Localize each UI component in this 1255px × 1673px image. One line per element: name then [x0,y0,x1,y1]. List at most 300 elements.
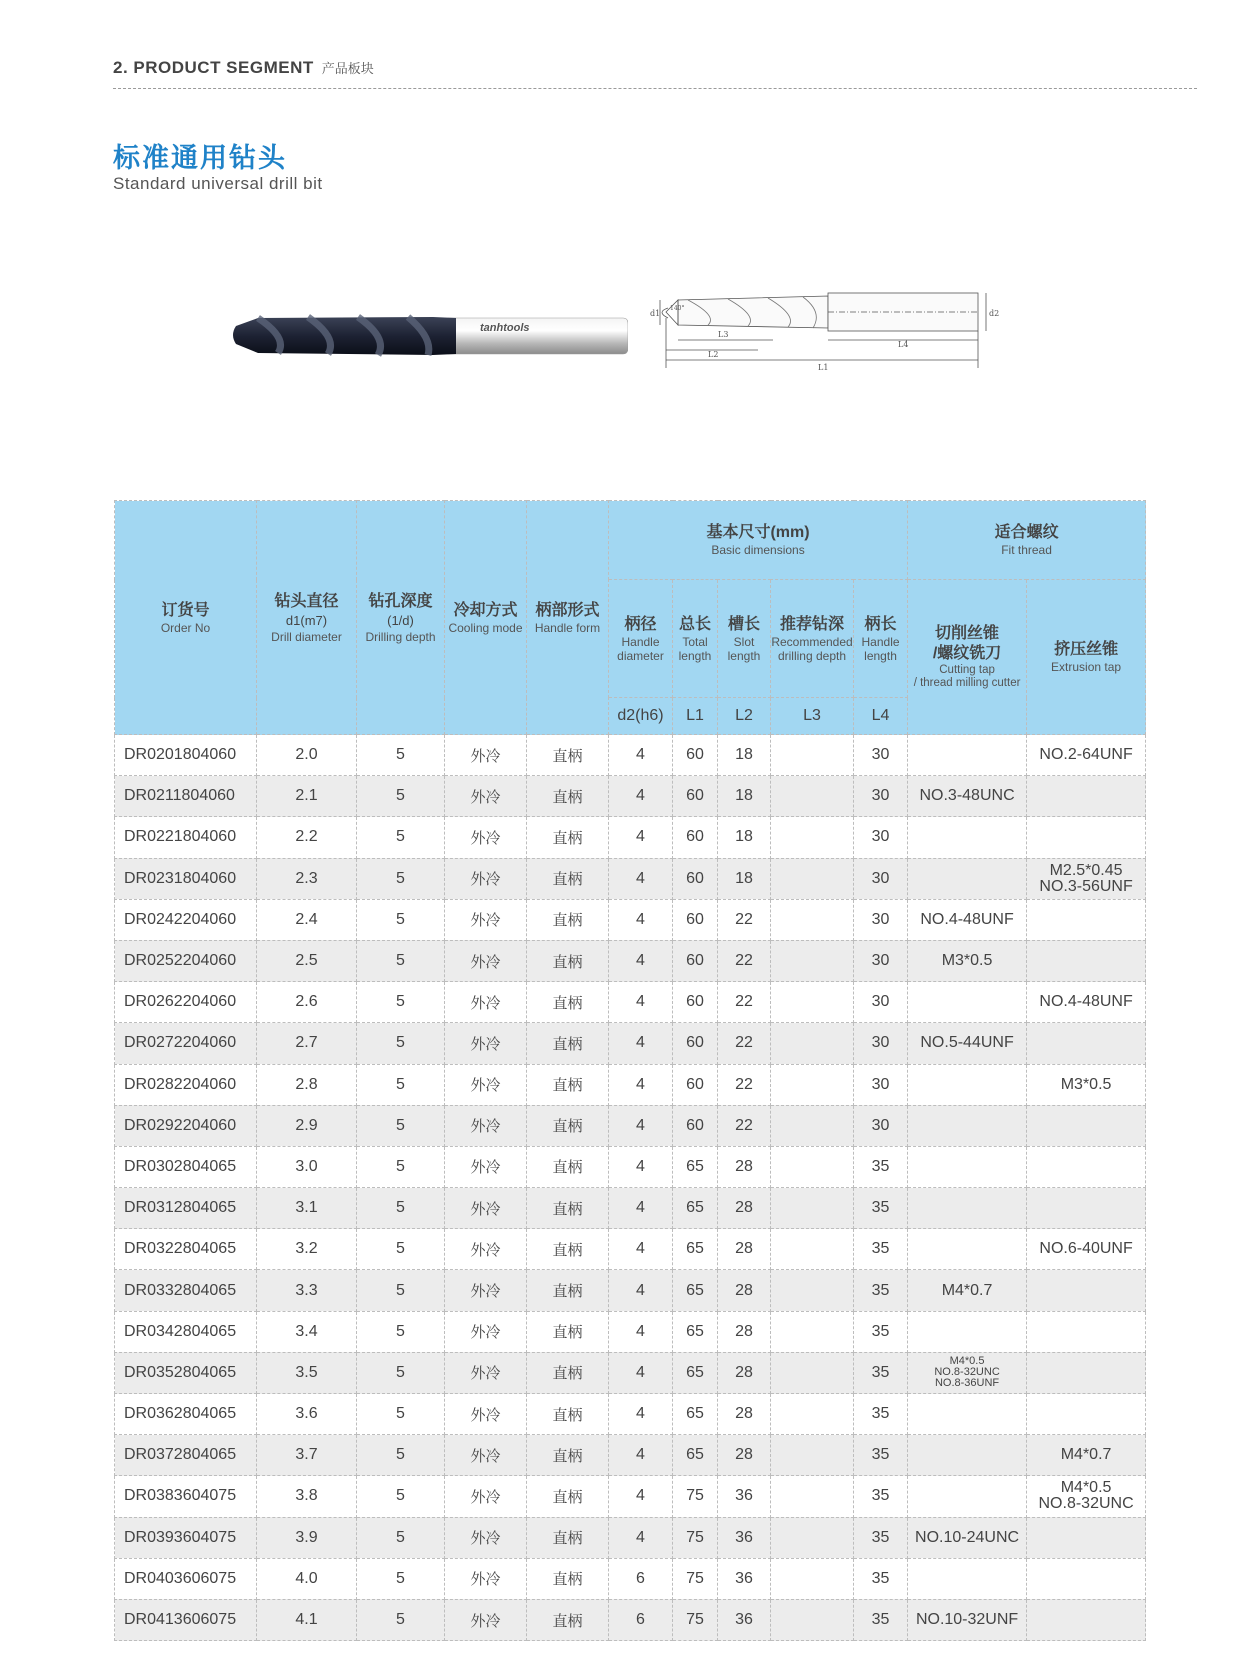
handle-form-cell: 直柄 [527,735,609,776]
handle-dia-cell: 4 [609,1476,673,1517]
segment-label: 2. PRODUCT SEGMENT [113,58,314,77]
handle-form-cell: 直柄 [527,1146,609,1187]
thread-spec: NO.4-48UNF [1039,993,1133,1011]
diameter-cell: 3.8 [257,1476,357,1517]
thread-spec: M3*0.5 [941,952,993,970]
thread-spec: NO.10-24UNC [915,1528,1020,1546]
total-len-cell: 65 [673,1435,718,1476]
handle-len-cell: 35 [854,1435,908,1476]
handle-len-cell: 30 [854,776,908,817]
header-handle-len: 柄长 Handle length [854,580,908,698]
page-title: 标准通用钻头 [113,143,287,173]
diameter-cell: 2.9 [257,1105,357,1146]
cutting-tap-cell [908,940,1027,981]
depth-cell: 5 [357,1599,445,1640]
table-row [115,1599,1146,1640]
table-row [115,1352,1146,1393]
handle-dia-cell: 4 [609,776,673,817]
slot-len-cell: 36 [718,1599,771,1640]
handle-len-cell: 30 [854,899,908,940]
header-sym-l4: L4 [854,698,908,735]
table-row [115,1270,1146,1311]
extrusion-tap-cell [1027,1146,1146,1187]
cutting-tap-cell [908,1023,1027,1064]
table-row [115,1023,1146,1064]
header-diameter: 钻头直径 d1(m7) Drill diameter [257,501,357,735]
rec-depth-cell [771,1146,854,1187]
thread-spec: NO.4-48UNF [920,910,1014,928]
handle-dia-cell: 4 [609,1146,673,1187]
rec-depth-cell [771,1394,854,1435]
extrusion-tap-cell [1027,1476,1146,1517]
diameter-cell: 3.0 [257,1146,357,1187]
depth-cell: 5 [357,1229,445,1270]
handle-form-cell: 直柄 [527,1270,609,1311]
extrusion-tap-cell [1027,1435,1146,1476]
handle-dia-cell: 4 [609,735,673,776]
total-len-cell: 65 [673,1188,718,1229]
table-row [115,982,1146,1023]
slot-len-cell: 28 [718,1394,771,1435]
depth-cell: 5 [357,1105,445,1146]
table-row [115,899,1146,940]
total-len-cell: 60 [673,735,718,776]
slot-len-cell: 28 [718,1435,771,1476]
drawing-label-l2: L2 [708,350,719,359]
order-no-cell: DR0312804065 [115,1188,257,1229]
handle-len-cell: 30 [854,1023,908,1064]
header-cooling: 冷却方式 Cooling mode [445,501,527,735]
diameter-cell: 2.3 [257,858,357,899]
extrusion-tap-cell [1027,1023,1146,1064]
total-len-cell: 60 [673,1105,718,1146]
thread-spec: NO.10-32UNF [915,1611,1019,1629]
header-rec-depth: 推荐钻深 Recommended drilling depth [771,580,854,698]
slot-len-cell: 22 [718,940,771,981]
handle-dia-cell: 4 [609,982,673,1023]
diameter-cell: 4.0 [257,1558,357,1599]
order-no-cell: DR0282204060 [115,1064,257,1105]
total-len-cell: 60 [673,817,718,858]
handle-len-cell: 30 [854,940,908,981]
handle-len-cell: 30 [854,817,908,858]
handle-dia-cell: 4 [609,1188,673,1229]
slot-len-cell: 28 [718,1311,771,1352]
rec-depth-cell [771,735,854,776]
extrusion-tap-cell [1027,1188,1146,1229]
handle-form-cell: 直柄 [527,817,609,858]
diameter-cell: 2.8 [257,1064,357,1105]
order-no-cell: DR0262204060 [115,982,257,1023]
total-len-cell: 60 [673,1023,718,1064]
cooling-cell: 外冷 [445,776,527,817]
segment-divider [113,88,1197,89]
cooling-cell: 外冷 [445,982,527,1023]
table-row [115,1558,1146,1599]
handle-dia-cell: 4 [609,817,673,858]
extrusion-tap-cell [1027,735,1146,776]
handle-form-cell: 直柄 [527,1064,609,1105]
header-order: 订货号 Order No [115,501,257,735]
diameter-cell: 2.2 [257,817,357,858]
handle-len-cell: 35 [854,1352,908,1393]
rec-depth-cell [771,1435,854,1476]
order-no-cell: DR0211804060 [115,776,257,817]
depth-cell: 5 [357,817,445,858]
cutting-tap-cell [908,1558,1027,1599]
header-slot-len: 槽长 Slot length [718,580,771,698]
total-len-cell: 65 [673,1229,718,1270]
handle-dia-cell: 4 [609,1229,673,1270]
cooling-cell: 外冷 [445,1229,527,1270]
extrusion-tap-cell [1027,1064,1146,1105]
cutting-tap-cell [908,1599,1027,1640]
thread-spec: NO.5-44UNF [920,1034,1014,1052]
table-row [115,1064,1146,1105]
order-no-cell: DR0362804065 [115,1394,257,1435]
diameter-cell: 4.1 [257,1599,357,1640]
cutting-tap-cell [908,735,1027,776]
rec-depth-cell [771,1476,854,1517]
slot-len-cell: 36 [718,1558,771,1599]
depth-cell: 5 [357,982,445,1023]
order-no-cell: DR0332804065 [115,1270,257,1311]
rec-depth-cell [771,899,854,940]
diameter-cell: 3.9 [257,1517,357,1558]
order-no-cell: DR0413606075 [115,1599,257,1640]
diameter-cell: 3.5 [257,1352,357,1393]
handle-form-cell: 直柄 [527,858,609,899]
header-group-basic: 基本尺寸(mm) Basic dimensions [609,501,908,580]
spec-table-body [115,735,1146,1641]
table-row [115,1517,1146,1558]
depth-cell: 5 [357,735,445,776]
handle-dia-cell: 4 [609,1352,673,1393]
total-len-cell: 75 [673,1476,718,1517]
cutting-tap-cell [908,1476,1027,1517]
cooling-cell: 外冷 [445,1352,527,1393]
depth-cell: 5 [357,1476,445,1517]
extrusion-tap-cell [1027,1599,1146,1640]
cooling-cell: 外冷 [445,1188,527,1229]
cutting-tap-cell [908,1311,1027,1352]
drill-shank [448,318,628,354]
header-handle-form: 柄部形式 Handle form [527,501,609,735]
thread-spec: M4*0.7 [941,1281,993,1299]
cooling-cell: 外冷 [445,735,527,776]
header-extrusion-tap: 挤压丝锥 Extrusion tap [1027,580,1146,735]
drawing-label-d1: d1 [650,309,661,318]
total-len-cell: 75 [673,1558,718,1599]
extrusion-tap-cell [1027,1229,1146,1270]
cutting-tap-cell [908,776,1027,817]
table-row [115,1476,1146,1517]
cooling-cell: 外冷 [445,858,527,899]
order-no-cell: DR0302804065 [115,1146,257,1187]
cutting-tap-cell [908,899,1027,940]
depth-cell: 5 [357,1270,445,1311]
extrusion-tap-cell [1027,899,1146,940]
diameter-cell: 3.7 [257,1435,357,1476]
slot-len-cell: 18 [718,776,771,817]
handle-form-cell: 直柄 [527,940,609,981]
depth-cell: 5 [357,1146,445,1187]
handle-dia-cell: 4 [609,858,673,899]
depth-cell: 5 [357,1558,445,1599]
rec-depth-cell [771,1188,854,1229]
drill-drawing [648,288,1003,383]
slot-len-cell: 28 [718,1188,771,1229]
header-sym-l2: L2 [718,698,771,735]
cooling-cell: 外冷 [445,1146,527,1187]
rec-depth-cell [771,1599,854,1640]
header-sym-l3: L3 [771,698,854,735]
cutting-tap-cell [908,1394,1027,1435]
page-subtitle: Standard universal drill bit [113,174,323,193]
handle-len-cell: 30 [854,982,908,1023]
cooling-cell: 外冷 [445,1270,527,1311]
handle-len-cell: 35 [854,1270,908,1311]
table-row [115,1229,1146,1270]
slot-len-cell: 22 [718,1023,771,1064]
slot-len-cell: 22 [718,899,771,940]
order-no-cell: DR0372804065 [115,1435,257,1476]
rec-depth-cell [771,1270,854,1311]
diameter-cell: 2.7 [257,1023,357,1064]
handle-dia-cell: 4 [609,1517,673,1558]
cutting-tap-cell [908,1229,1027,1270]
table-row [115,1146,1146,1187]
cooling-cell: 外冷 [445,1064,527,1105]
brand-mark: tanhtools [480,322,530,334]
cooling-cell: 外冷 [445,1311,527,1352]
handle-len-cell: 30 [854,1105,908,1146]
diameter-cell: 2.0 [257,735,357,776]
table-row [115,817,1146,858]
depth-cell: 5 [357,1064,445,1105]
total-len-cell: 65 [673,1352,718,1393]
thread-spec: NO.8-32UNC [1038,1495,1134,1513]
cutting-tap-cell [908,1270,1027,1311]
handle-form-cell: 直柄 [527,1229,609,1270]
rec-depth-cell [771,1352,854,1393]
slot-len-cell: 36 [718,1476,771,1517]
thread-spec: NO.3-56UNF [1039,877,1133,895]
handle-form-cell: 直柄 [527,1105,609,1146]
rec-depth-cell [771,982,854,1023]
total-len-cell: 65 [673,1311,718,1352]
extrusion-tap-cell [1027,1105,1146,1146]
extrusion-tap-cell [1027,1311,1146,1352]
diameter-cell: 2.4 [257,899,357,940]
handle-len-cell: 30 [854,858,908,899]
order-no-cell: DR0201804060 [115,735,257,776]
rec-depth-cell [771,1229,854,1270]
thread-spec: NO.8-32UNC [934,1366,1000,1379]
cutting-tap-cell [908,1188,1027,1229]
total-len-cell: 75 [673,1517,718,1558]
drawing-label-l3: L3 [718,330,729,339]
extrusion-tap-cell [1027,1517,1146,1558]
handle-dia-cell: 4 [609,940,673,981]
extrusion-tap-cell [1027,817,1146,858]
cutting-tap-cell [908,1435,1027,1476]
table-row [115,735,1146,776]
total-len-cell: 60 [673,940,718,981]
extrusion-tap-cell [1027,776,1146,817]
segment-label-cn: 产品板块 [321,61,374,76]
depth-cell: 5 [357,858,445,899]
total-len-cell: 65 [673,1146,718,1187]
handle-len-cell: 35 [854,1558,908,1599]
thread-spec: NO.6-40UNF [1039,1240,1133,1258]
handle-len-cell: 30 [854,735,908,776]
cooling-cell: 外冷 [445,1105,527,1146]
header-group-thread: 适合螺纹 Fit thread [908,501,1146,580]
thread-spec: M2.5*0.45 [1049,861,1123,879]
slot-len-cell: 28 [718,1352,771,1393]
slot-len-cell: 18 [718,858,771,899]
rec-depth-cell [771,1558,854,1599]
rec-depth-cell [771,940,854,981]
cooling-cell: 外冷 [445,1599,527,1640]
rec-depth-cell [771,817,854,858]
table-row [115,1188,1146,1229]
total-len-cell: 60 [673,982,718,1023]
header-depth: 钻孔深度 (1/d) Drilling depth [357,501,445,735]
rec-depth-cell [771,858,854,899]
total-len-cell: 75 [673,1599,718,1640]
table-row [115,776,1146,817]
handle-dia-cell: 4 [609,899,673,940]
slot-len-cell: 22 [718,1064,771,1105]
handle-form-cell: 直柄 [527,1599,609,1640]
cooling-cell: 外冷 [445,1476,527,1517]
depth-cell: 5 [357,776,445,817]
cooling-cell: 外冷 [445,1023,527,1064]
depth-cell: 5 [357,1517,445,1558]
diameter-cell: 3.2 [257,1229,357,1270]
drawing-label-l1: L1 [818,363,829,372]
handle-form-cell: 直柄 [527,1023,609,1064]
slot-len-cell: 22 [718,1105,771,1146]
depth-cell: 5 [357,1023,445,1064]
order-no-cell: DR0322804065 [115,1229,257,1270]
thread-spec: M4*0.5 [949,1355,985,1368]
table-row [115,1105,1146,1146]
header-sym-l1: L1 [673,698,718,735]
drawing-label-l4: L4 [898,340,909,349]
diameter-cell: 2.1 [257,776,357,817]
order-no-cell: DR0292204060 [115,1105,257,1146]
order-no-cell: DR0393604075 [115,1517,257,1558]
diameter-cell: 3.4 [257,1311,357,1352]
cutting-tap-cell [908,858,1027,899]
handle-form-cell: 直柄 [527,1476,609,1517]
cooling-cell: 外冷 [445,1394,527,1435]
order-no-cell: DR0403606075 [115,1558,257,1599]
thread-spec: M4*0.5 [1060,1479,1112,1497]
depth-cell: 5 [357,1435,445,1476]
cooling-cell: 外冷 [445,1435,527,1476]
drawing-label-angle: 140° [670,305,685,312]
total-len-cell: 60 [673,1064,718,1105]
depth-cell: 5 [357,940,445,981]
cooling-cell: 外冷 [445,1558,527,1599]
depth-cell: 5 [357,1311,445,1352]
cutting-tap-cell [908,982,1027,1023]
handle-form-cell: 直柄 [527,1394,609,1435]
thread-spec: NO.8-36UNF [934,1377,1000,1390]
header-cutting-tap: 切削丝锥 /螺纹铣刀 Cutting tap / thread milling cutter [908,580,1027,735]
order-no-cell: DR0221804060 [115,817,257,858]
cooling-cell: 外冷 [445,817,527,858]
extrusion-tap-cell [1027,982,1146,1023]
handle-form-cell: 直柄 [527,982,609,1023]
handle-len-cell: 30 [854,1064,908,1105]
cutting-tap-cell [908,1517,1027,1558]
handle-len-cell: 35 [854,1394,908,1435]
handle-form-cell: 直柄 [527,1558,609,1599]
drawing-label-d2: d2 [989,309,1000,318]
cooling-cell: 外冷 [445,899,527,940]
rec-depth-cell [771,1023,854,1064]
cooling-cell: 外冷 [445,1517,527,1558]
handle-dia-cell: 4 [609,1311,673,1352]
total-len-cell: 60 [673,858,718,899]
handle-dia-cell: 4 [609,1064,673,1105]
table-row [115,858,1146,899]
table-row [115,1435,1146,1476]
handle-dia-cell: 4 [609,1435,673,1476]
order-no-cell: DR0272204060 [115,1023,257,1064]
slot-len-cell: 28 [718,1146,771,1187]
total-len-cell: 60 [673,776,718,817]
cutting-tap-cell [908,1146,1027,1187]
depth-cell: 5 [357,1188,445,1229]
rec-depth-cell [771,1311,854,1352]
slot-len-cell: 28 [718,1229,771,1270]
extrusion-tap-cell [1027,1394,1146,1435]
diameter-cell: 2.6 [257,982,357,1023]
handle-form-cell: 直柄 [527,1435,609,1476]
total-len-cell: 65 [673,1394,718,1435]
depth-cell: 5 [357,1352,445,1393]
rec-depth-cell [771,1105,854,1146]
diameter-cell: 3.1 [257,1188,357,1229]
slot-len-cell: 18 [718,817,771,858]
order-no-cell: DR0342804065 [115,1311,257,1352]
diameter-cell: 2.5 [257,940,357,981]
handle-len-cell: 35 [854,1599,908,1640]
drill-photo [228,308,628,366]
handle-form-cell: 直柄 [527,1352,609,1393]
cutting-tap-cell [908,1105,1027,1146]
cooling-cell: 外冷 [445,940,527,981]
slot-len-cell: 28 [718,1270,771,1311]
extrusion-tap-cell [1027,1270,1146,1311]
order-no-cell: DR0242204060 [115,899,257,940]
table-row [115,940,1146,981]
thread-spec: NO.3-48UNC [919,787,1015,805]
handle-dia-cell: 6 [609,1558,673,1599]
slot-len-cell: 22 [718,982,771,1023]
handle-len-cell: 35 [854,1229,908,1270]
rec-depth-cell [771,776,854,817]
handle-form-cell: 直柄 [527,1188,609,1229]
total-len-cell: 60 [673,899,718,940]
cutting-tap-cell [908,1352,1027,1393]
